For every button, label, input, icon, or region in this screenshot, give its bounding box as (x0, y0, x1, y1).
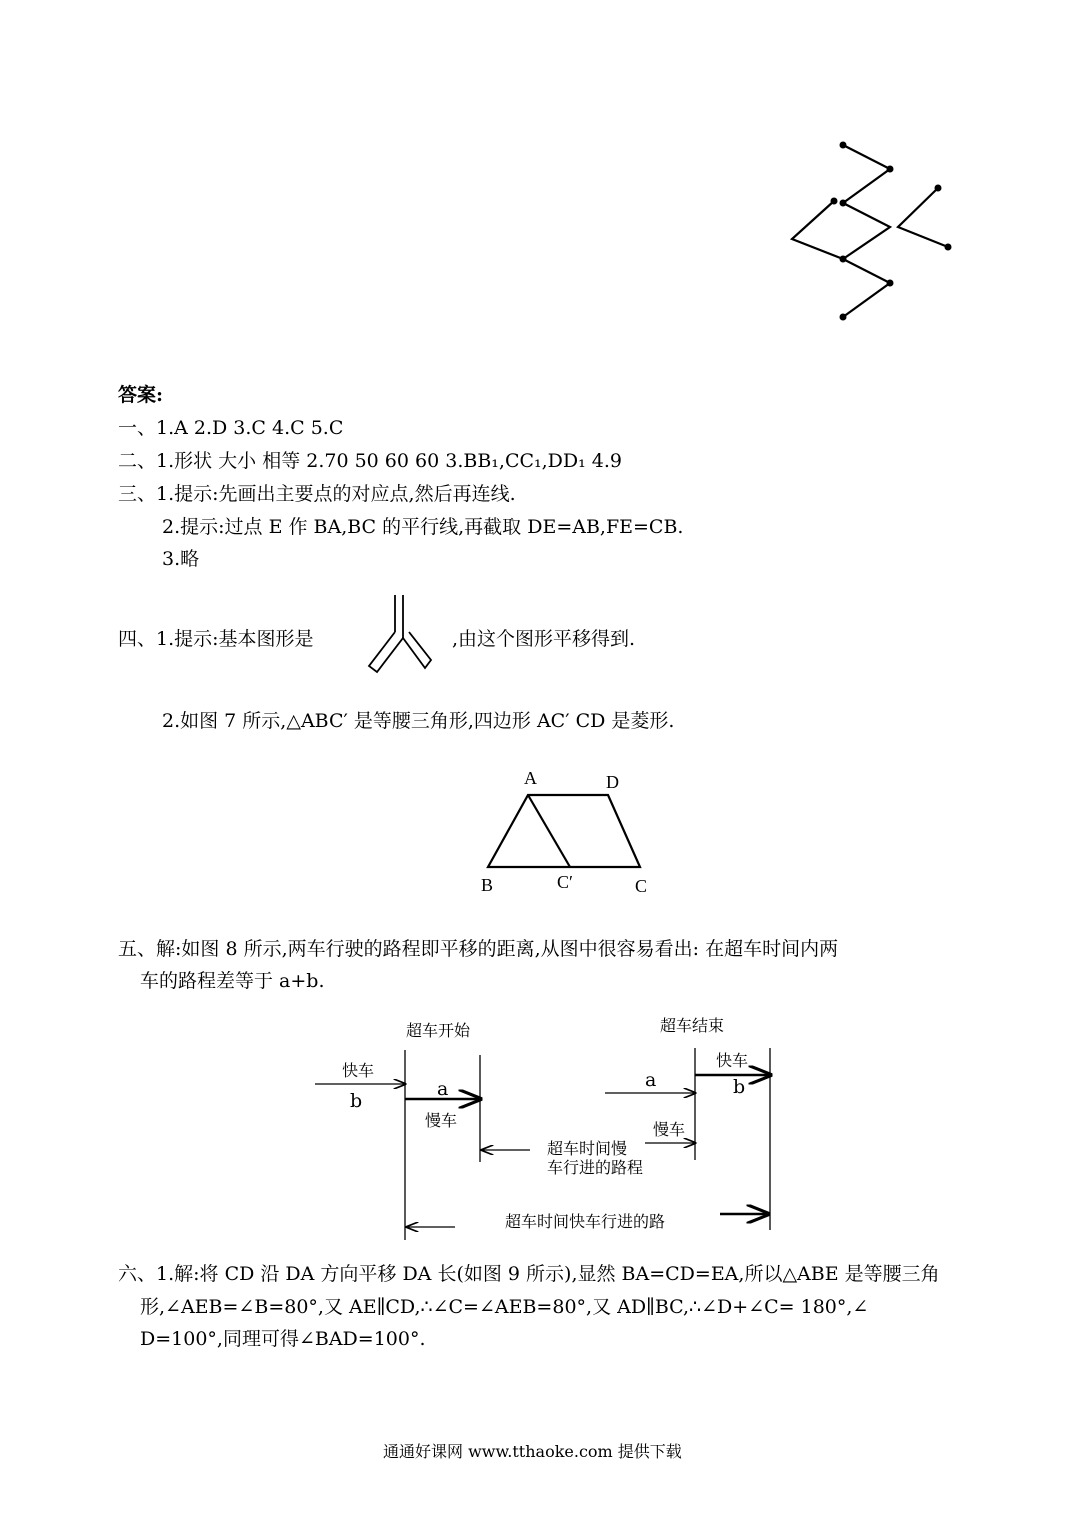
fig8-fast-car-1: 快车 (342, 1061, 375, 1080)
zigzag-figure (780, 135, 960, 330)
section-4-item-1b: ,由这个图形平移得到. (452, 628, 636, 650)
fig8-b-1: b (350, 1090, 363, 1112)
section-3-item-2: 2.提示:过点 E 作 BA,BC 的平行线,再截取 DE=AB,FE=CB. (162, 516, 684, 538)
section-3-item-1: 三、1.提示:先画出主要点的对应点,然后再连线. (118, 483, 516, 505)
section-6-line-1: 六、1.解:将 CD 沿 DA 方向平移 DA 长(如图 9 所示),显然 BA=CD=EA,所以△ABE 是等腰三角 (118, 1263, 940, 1285)
fig8-slow-distance-1: 超车时间慢 (547, 1139, 628, 1158)
page-footer: 通通好课网 www.tthaoke.com 提供下载 (383, 1442, 682, 1461)
fig8-b-2: b (733, 1076, 746, 1098)
section-6-line-2: 形,∠AEB=∠B=80°,又 AE∥CD,∴∠C=∠AEB=80°,又 AD∥BC,∴∠D+∠C= 180°,∠ (140, 1296, 869, 1318)
fig7-label-b: B (481, 875, 494, 895)
section-2: 二、1.形状 大小 相等 2.70 50 60 60 3.BB₁,CC₁,DD₁ 4.9 (118, 450, 623, 472)
fig8-fast-car-2: 快车 (716, 1051, 749, 1070)
section-1: 一、1.A 2.D 3.C 4.C 5.C (118, 417, 344, 439)
fig7-label-a: A (524, 768, 537, 788)
section-3-item-3: 3.略 (162, 548, 200, 570)
fig8-a-2: a (645, 1069, 657, 1091)
fig8-slow-car-1: 慢车 (425, 1111, 458, 1130)
y-basic-figure (365, 592, 440, 677)
answer-title: 答案: (118, 384, 164, 406)
fig8-fast-distance: 超车时间快车行进的路 (505, 1212, 666, 1231)
fig7-label-c: C (635, 876, 648, 896)
section-4-item-1a: 四、1.提示:基本图形是 (118, 628, 314, 650)
fig7-label-d: D (606, 772, 619, 792)
section-6-line-3: D=100°,同理可得∠BAD=100°. (140, 1328, 426, 1350)
section-5-line-1: 五、解:如图 8 所示,两车行驶的路程即平移的距离,从图中很容易看出: 在超车时间内两 (118, 938, 839, 960)
fig8-slow-car-2: 慢车 (653, 1120, 686, 1139)
fig7-label-c-prime: C′ (557, 872, 573, 892)
fig8-slow-distance-2: 车行进的路程 (547, 1158, 644, 1177)
figure-7-parallelogram (480, 785, 650, 875)
section-5-line-2: 车的路程差等于 a+b. (140, 970, 325, 992)
section-4-item-2: 2.如图 7 所示,△ABC′ 是等腰三角形,四边形 AC′ CD 是菱形. (162, 710, 675, 732)
fig8-start-label: 超车开始 (406, 1021, 471, 1040)
fig8-a-1: a (437, 1078, 449, 1100)
fig8-end-label: 超车结束 (660, 1016, 725, 1035)
